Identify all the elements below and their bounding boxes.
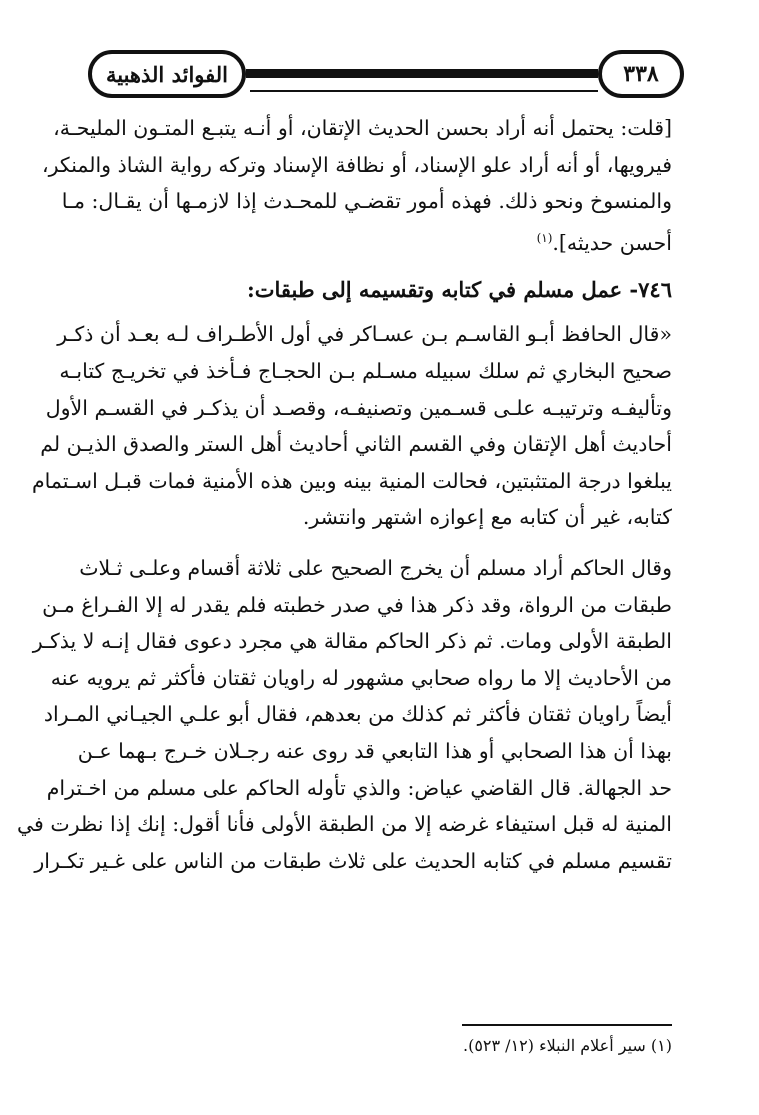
- section-heading: ٧٤٦- عمل مسلم في كتابه وتقسيمه إلى طبقات:: [246, 277, 672, 303]
- paragraph-hakim: [16, 550, 672, 879]
- page-header: [0, 0, 759, 110]
- header-rule-thick: [246, 69, 598, 78]
- book-title: الفوائد الذهبية: [88, 50, 246, 98]
- footnote: (١) سير أعلام النبلاء (١٢/ ٥٢٣).: [462, 1036, 672, 1055]
- paragraph-quote: [31, 316, 672, 536]
- text-line: كتابه، غير أن كتابه مع إعوازه اشتهر وانتشر.: [302, 505, 672, 530]
- text-line: فيرويها، أو أنه أراد علو الإسناد، أو نظافة الإسناد وتركه رواية الشاذ والمنكر،: [41, 152, 672, 177]
- text-line: وقال الحاكم أراد مسلم أن يخرج الصحيح على ثلاثة أقسام وعلـى ثـلاث: [79, 555, 672, 580]
- page-number: ٣٣٨: [598, 50, 684, 98]
- paragraph-note: [41, 110, 672, 256]
- text-line: [قلت: يحتمل أنه أراد بحسن الحديث الإتقان، أو أنـه يتبـع المتـون المليحـة،: [53, 116, 672, 140]
- text-line: أيضاً راويان ثقتان فأكثر ثم كذلك من بعدهم، فقال أبو علـي الجيـاني المـراد: [43, 702, 672, 727]
- text-line: بهذا أن هذا الصحابي أو هذا التابعي قد روى عنه رجـلان خـرج بـهما عـن: [77, 738, 672, 763]
- text-line: المنية له قبل استيفاء غرضه إلا من الطبقة الأولى فأنا أقول: إنك إذا نظرت في: [16, 812, 672, 837]
- text-line: والمنسوخ ونحو ذلك. فهذه أمور تقضـي للمحـدث إذا لازمـها أن يقـال: مـا: [61, 189, 672, 214]
- header-rule-thin: [250, 90, 598, 92]
- text-line: من الأحاديث إلا ما رواه صحابي مشهور له راويان ثقتان فأكثر ثم يرويه عنه: [50, 665, 672, 690]
- text-line: يبلغوا درجة المتثبتين، فحالت المنية بينه وبين هذه الأمنية فمات قبـل اسـتمام: [31, 468, 672, 493]
- text-line: «قال الحافظ أبـو القاسـم بـن عسـاكر في أول الأطـراف لـه بعـد أن ذكـر: [57, 322, 672, 347]
- text-line: وتأليفـه وترتيبـه علـى قسـمين وتصنيفـه، وقصـد أن يذكـر في القسـم الأول: [45, 395, 672, 420]
- text-line: صحيح البخاري ثم سلك سبيله مسـلم بـن الحجـاج فـأخذ في تخريـج كتابـه: [59, 358, 672, 383]
- text-line: طبقات من الرواة، وقد ذكر هذا في صدر خطبته فلم يقدر له إلا الفـراغ مـن: [42, 592, 672, 617]
- text-line-content: أحسن حديثه].: [552, 230, 672, 255]
- footnote-divider: [462, 1024, 672, 1026]
- footnote-ref: (١): [536, 230, 553, 245]
- text-line: حد الجهالة. قال القاضي عياض: والذي تأوله الحاكم على مسلم من اخـترام: [46, 775, 672, 800]
- main-text: [16, 110, 672, 879]
- text-line: [98, 220, 672, 257]
- text-line: تقسيم مسلم في كتابه الحديث على ثلاث طبقات من الناس على غـير تكـرار: [34, 848, 672, 873]
- text-line: أحاديث أهل الإتقان وفي القسم الثاني أحاديث أهل الستر والصدق الذيـن لم: [40, 432, 672, 457]
- text-line: الطبقة الأولى ومات. ثم ذكر الحاكم مقالة هي مجرد دعوى فقال إنـه لا يذكـر: [32, 629, 672, 654]
